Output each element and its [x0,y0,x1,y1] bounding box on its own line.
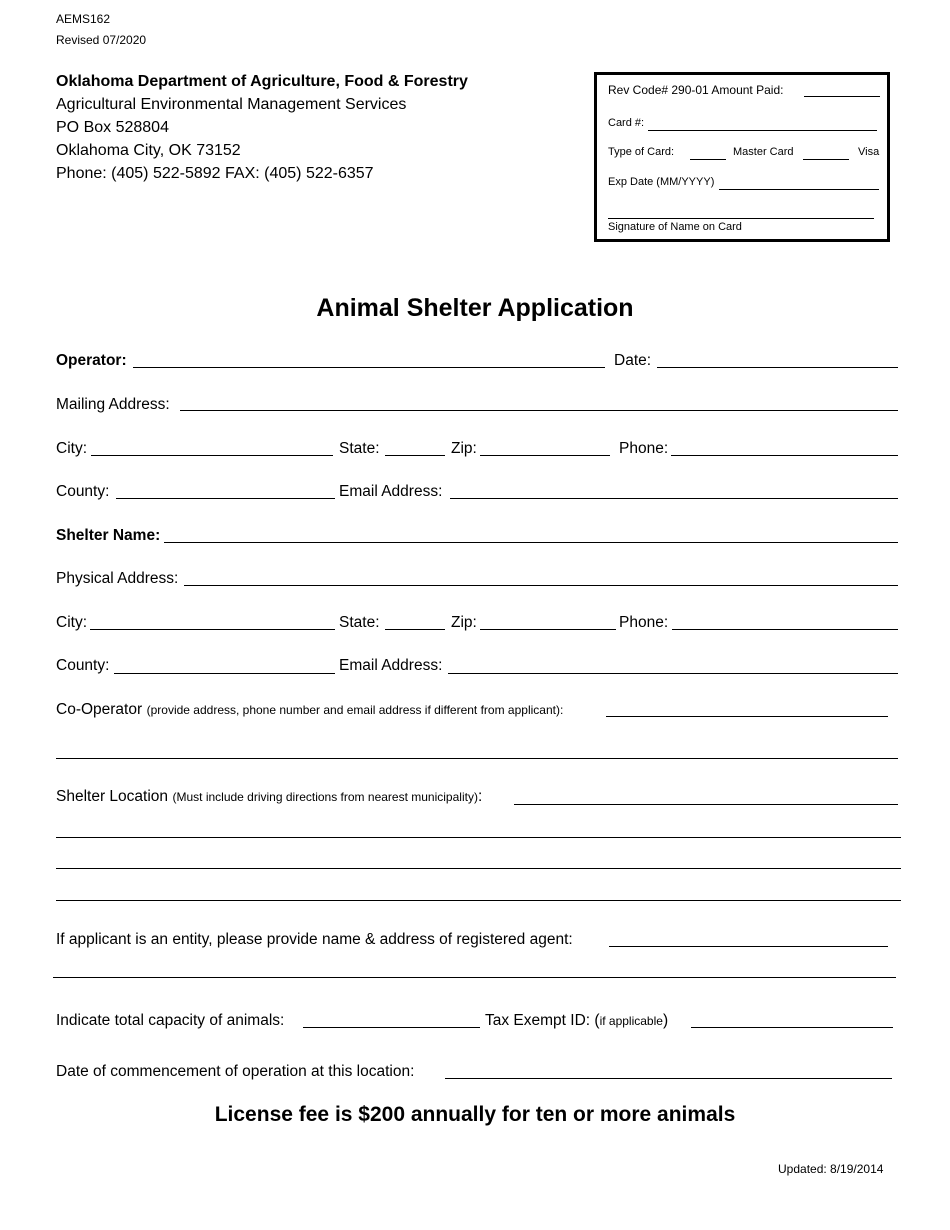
mailing-city-field[interactable] [91,455,333,456]
agency-phone-fax: Phone: (405) 522-5892 FAX: (405) 522-6357 [56,165,374,182]
tax-exempt-note: if applicable [599,1014,663,1028]
mailing-address-field[interactable] [180,410,898,411]
physical-zip-field[interactable] [480,629,616,630]
shelter-location-field-line-3[interactable] [56,868,901,869]
card-type-label: Type of Card: [608,146,675,158]
shelter-location-label [56,788,482,806]
mailing-city-label: City: [56,440,87,457]
visa-label: Visa [858,146,880,158]
capacity-field[interactable] [303,1027,480,1028]
physical-city-label: City: [56,614,87,631]
shelter-location-field-line-4[interactable] [56,900,901,901]
agency-city: Oklahoma City, OK 73152 [56,142,241,159]
physical-phone-label: Phone: [619,614,669,631]
registered-agent-field[interactable] [609,946,888,947]
shelter-location-note: (Must include driving directions from nearest municipality) [172,790,478,804]
visa-check-field[interactable] [803,159,849,160]
shelter-name-field[interactable] [164,542,898,543]
physical-city-field[interactable] [90,629,335,630]
agency-po-box: PO Box 528804 [56,119,169,136]
mailing-county-label: County: [56,483,110,500]
mailing-phone-field[interactable] [671,455,898,456]
mailing-state-field[interactable] [385,455,445,456]
payment-box [594,72,890,242]
shelter-location-title: Shelter Location [56,788,169,805]
updated-date: Updated: 8/19/2014 [778,1162,884,1176]
commencement-field[interactable] [445,1078,892,1079]
amount-paid-field[interactable] [804,96,880,97]
card-number-field[interactable] [648,130,877,131]
exp-date-label: Exp Date (MM/YYYY) [608,176,715,188]
signature-field[interactable] [608,218,874,219]
physical-email-field[interactable] [448,673,898,674]
agency-name: Oklahoma Department of Agriculture, Food & Forestry [56,73,468,90]
shelter-location-field-line-2[interactable] [56,837,901,838]
physical-zip-label: Zip: [451,614,477,631]
shelter-name-label: Shelter Name: [56,527,161,544]
shelter-location-colon: : [477,788,483,805]
registered-agent-label: If applicant is an entity, please provide name & address of registered agent: [56,931,573,948]
mailing-phone-label: Phone: [619,440,669,457]
mailing-email-label: Email Address: [339,483,443,500]
co-operator-label [56,701,563,719]
mailing-zip-label: Zip: [451,440,477,457]
mailing-email-field[interactable] [450,498,898,499]
form-code: AEMS162 [56,12,111,26]
mailing-state-label: State: [339,440,380,457]
physical-county-field[interactable] [114,673,335,674]
physical-email-label: Email Address: [339,657,443,674]
physical-state-label: State: [339,614,380,631]
master-card-check-field[interactable] [690,159,726,160]
tax-exempt-close: ) [662,1012,669,1029]
master-card-label: Master Card [733,146,794,158]
physical-address-label: Physical Address: [56,570,179,587]
operator-label: Operator: [56,352,127,369]
card-number-label: Card #: [608,117,645,129]
tax-exempt-label [485,1012,668,1030]
co-operator-field[interactable] [606,716,888,717]
mailing-address-label: Mailing Address: [56,396,170,413]
revised-date: Revised 07/2020 [56,33,147,47]
physical-county-label: County: [56,657,110,674]
fee-notice: License fee is $200 annually for ten or more animals [214,1103,736,1126]
form-title: Animal Shelter Application [316,294,634,322]
co-operator-field-line-2[interactable] [56,758,898,759]
mailing-county-field[interactable] [116,498,335,499]
exp-date-field[interactable] [719,189,879,190]
capacity-label: Indicate total capacity of animals: [56,1012,285,1029]
physical-phone-field[interactable] [672,629,898,630]
registered-agent-field-line-2[interactable] [53,977,896,978]
physical-address-field[interactable] [184,585,898,586]
rev-code-label: Rev Code# 290-01 Amount Paid: [608,83,784,97]
operator-field[interactable] [133,367,605,368]
co-operator-note: (provide address, phone number and email address if different from applicant): [146,703,564,717]
mailing-zip-field[interactable] [480,455,610,456]
commencement-label: Date of commencement of operation at this location: [56,1063,415,1080]
tax-exempt-field[interactable] [691,1027,893,1028]
agency-division: Agricultural Environmental Management Services [56,96,407,113]
date-label: Date: [614,352,652,369]
co-operator-title: Co-Operator [56,701,143,718]
shelter-location-field[interactable] [514,804,898,805]
physical-state-field[interactable] [385,629,445,630]
tax-exempt-title: Tax Exempt ID: ( [485,1012,600,1029]
date-field[interactable] [657,367,898,368]
signature-label: Signature of Name on Card [608,221,742,233]
